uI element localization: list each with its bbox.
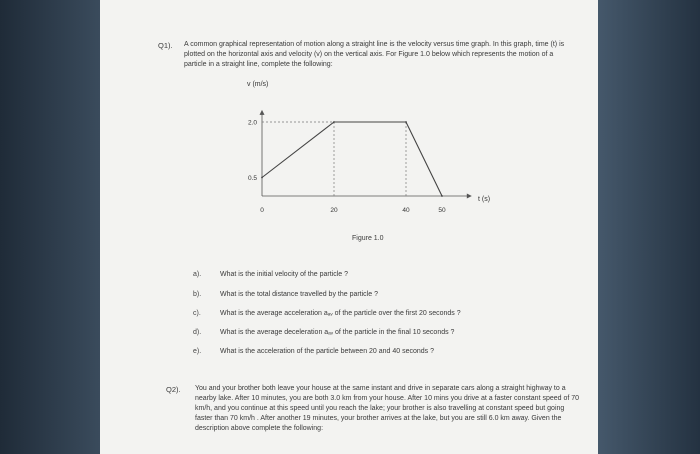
- x-axis-arrow: [467, 194, 472, 199]
- y-tick-label: 2.0: [247, 119, 257, 127]
- x-tick-label: 40: [402, 207, 410, 214]
- background-right: [598, 0, 700, 454]
- q2-number: Q2).: [166, 385, 181, 394]
- figure-caption: Figure 1.0: [352, 235, 384, 242]
- velocity-time-graph: [100, 75, 598, 255]
- document-page: [100, 0, 598, 454]
- data-point: [441, 195, 443, 197]
- x-tick-label: 0: [260, 207, 264, 214]
- x-tick-label: 50: [438, 207, 446, 214]
- q1-intro: A common graphical representation of motion along a straight line is the velocity versus time graph. In this graph, time (t) is plotted on the horizontal axis and velocity (v) on the vertical axis. For Figure 1.0 below which represents the motion of a particle in a straight line, complete the following:: [184, 41, 565, 68]
- question-text: What is the acceleration of the particle between 20 and 40 seconds ?: [220, 348, 435, 355]
- x-axis-label: t (s): [478, 196, 491, 203]
- question-label: d).: [193, 329, 202, 336]
- question-text: What is the average deceleration aₐᵥ of the particle in the final 10 seconds ?: [220, 329, 455, 336]
- question-label: c).: [193, 310, 201, 317]
- background-left: [0, 0, 100, 454]
- question-label: a).: [193, 271, 202, 278]
- question-label: e).: [193, 348, 202, 355]
- y-axis-label: v (m/s): [247, 81, 269, 88]
- q1-number: Q1).: [158, 41, 173, 50]
- data-point: [333, 121, 335, 123]
- data-point: [405, 121, 407, 123]
- question-text: What is the total distance travelled by the particle ?: [220, 291, 378, 298]
- y-axis-arrow: [260, 110, 265, 115]
- q2-text: You and your brother both leave your house at the same instant and drive in separate cars along a straight highway to a nearby lake. After 10 minutes, you are both 3.0 km from your house. After 10 mins you drive at a faster constant speed of 70 km/h, and you continue at this speed until you reach the lake; your brother is also travelling at constant speed but going faster than 70 km/h . After another 19 minutes, your brother arrives at the lake, but you are still 6.0 km away. Given the description above complete the following:: [195, 385, 580, 432]
- data-point: [261, 177, 263, 179]
- x-tick-label: 20: [330, 207, 338, 214]
- question-text: What is the average acceleration aₐᵥ of the particle over the first 20 seconds ?: [220, 310, 461, 317]
- question-text: What is the initial velocity of the particle ?: [220, 271, 349, 278]
- velocity-series-line: [262, 122, 442, 196]
- question-label: b).: [193, 291, 202, 298]
- y-tick-label: 0.5: [247, 175, 257, 182]
